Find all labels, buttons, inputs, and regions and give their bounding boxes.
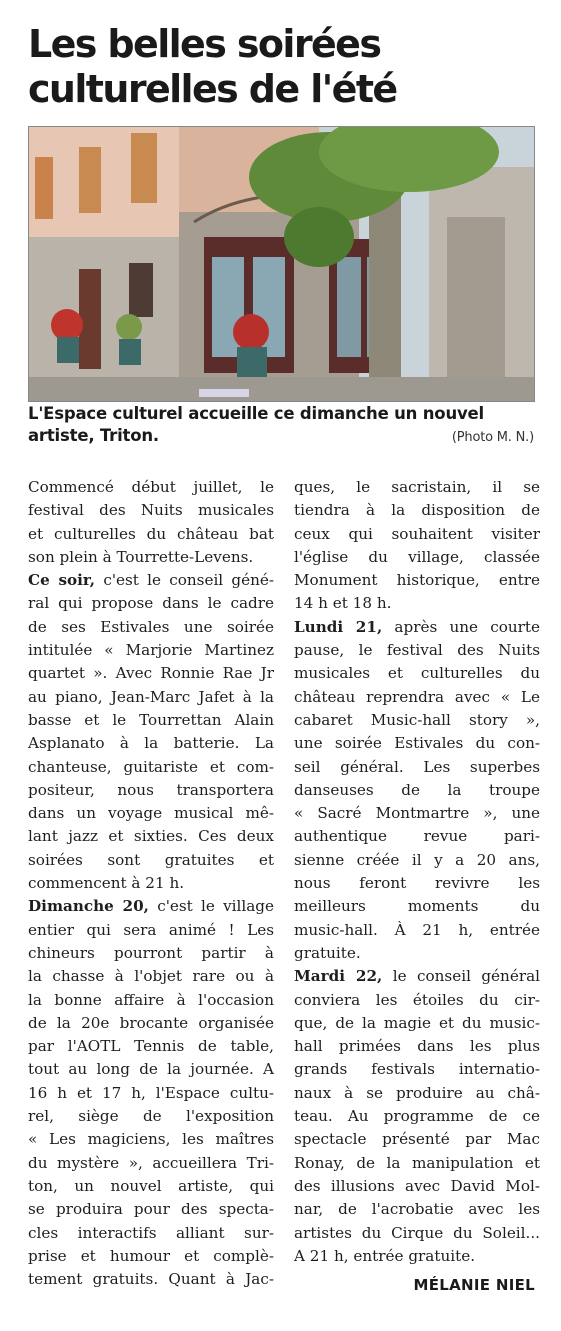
article-photo [28,126,535,402]
headline-line: culturelles de l'été [28,67,397,111]
text-line [294,965,540,988]
text-line [294,825,540,848]
line-text: nar, de l'acrobatie avec les [294,1200,540,1219]
text-line [294,1058,540,1081]
caption-text: artiste, Triton. [28,426,159,445]
caption-line [28,425,536,447]
headline-line: Les belles soirées [28,22,381,66]
text-line [294,872,540,895]
text-line [294,1175,540,1198]
line-text: Commencé début juillet, le [28,478,274,496]
text-line [294,686,540,709]
line-text: c'est le village [148,897,274,916]
line-text: de la 20e brocante organisée [28,1013,274,1032]
text-line [294,1128,540,1151]
line-text: ques, le sacristain, il se [294,478,540,496]
line-text: rel, siège de l'exposition [28,1107,274,1126]
line-text: nous feront revivre les [294,874,540,893]
text-line [294,616,540,639]
line-text: authentique revue pari- [294,827,540,846]
line-text: des illusions avec David Mol- [294,1176,540,1195]
text-line [28,802,274,825]
text-line [294,662,540,685]
line-text: commencent à 21 h. [28,874,185,893]
text-line [28,1035,274,1058]
line-text: ceux qui souhaitent visiter [294,524,540,543]
text-line [28,569,274,592]
text-line [294,779,540,802]
text-line [294,476,540,499]
text-line [294,1222,540,1245]
text-line [28,546,274,569]
line-text: seil général. Les superbes [294,757,540,776]
line-text: après une courte [382,617,540,636]
article-column-right [294,476,540,1268]
line-text: festival des Nuits musicales [28,501,274,520]
text-line [28,523,274,546]
text-line [294,942,540,965]
text-line [294,499,540,522]
line-text: et culturelles du château bat [28,524,274,543]
line-text: chineurs pourront partir à [28,943,274,962]
line-text: quartet ». Avec Ronnie Rae Jr [28,664,274,683]
text-line [294,849,540,872]
line-text: l'église du village, classée [294,547,540,566]
text-line [28,919,274,942]
line-text: meilleurs moments du [294,897,540,916]
text-line [294,802,540,825]
text-line [294,592,540,615]
byline: MÉLANIE NIEL [413,1276,535,1294]
text-line [294,639,540,662]
line-text: 14 h et 18 h. [294,594,392,613]
line-text: gratuite. [294,943,361,962]
line-text: musicales et culturelles du [294,664,540,683]
line-text: cabaret Music-hall story », [294,710,540,729]
line-text: Ronay, de la manipulation et [294,1153,540,1172]
text-line [28,639,274,662]
text-line [294,1082,540,1105]
line-text: ton, un nouvel artiste, qui [28,1176,274,1195]
text-line [28,1105,274,1128]
line-text: au piano, Jean-Marc Jafet à la [28,687,274,706]
line-text: que, de la magie et du music- [294,1013,540,1032]
line-text: ral qui propose dans le cadre [28,594,274,613]
lead-in-date: Ce soir, [28,571,96,590]
line-text: basse et le Tourrettan Alain [28,710,274,729]
text-line [28,499,274,522]
line-text: tout au long de la journée. A [28,1060,274,1079]
line-text: la bonne affaire à l'occasion [28,990,274,1009]
line-text: music-hall. À 21 h, entrée [294,920,540,939]
line-text: une soirée Estivales du con- [294,734,540,753]
line-text: se produira pour des specta- [28,1200,274,1219]
lead-in-date: Lundi 21, [294,617,383,636]
text-line [28,592,274,615]
text-line [28,476,274,499]
text-line [28,1082,274,1105]
text-line [28,872,274,895]
text-line [28,825,274,848]
line-text: lant jazz et sixties. Ces deux [28,827,274,846]
text-line [294,919,540,942]
line-text: « Sacré Montmartre », une [294,804,540,823]
text-line [294,546,540,569]
line-text: prise et humour et complè- [28,1246,274,1265]
text-line [28,686,274,709]
line-text: cles interactifs alliant sur- [28,1223,274,1242]
text-line [294,895,540,918]
line-text: grands festivals internatio- [294,1060,540,1079]
line-text: tiendra à la disposition de [294,501,540,520]
text-line [28,1012,274,1035]
line-text: danseuses de la troupe [294,780,540,799]
line-text: entier qui sera animé ! Les [28,920,274,939]
text-line [294,523,540,546]
text-line [28,1058,274,1081]
text-line [294,709,540,732]
text-line [28,732,274,755]
line-text: conviera les étoiles du cir- [294,990,540,1009]
line-text: la chasse à l'objet rare ou à [28,967,274,986]
text-line [28,756,274,779]
photo-credit: (Photo M. N.) [451,430,534,445]
text-line [294,1012,540,1035]
text-line [28,779,274,802]
line-text: Asplanato à la batterie. La [28,734,274,753]
line-text: artistes du Cirque du Soleil... [294,1223,540,1242]
text-line [294,1105,540,1128]
text-line [28,1152,274,1175]
text-line [28,616,274,639]
line-text: château reprendra avec « Le [294,687,540,706]
text-line [28,1128,274,1151]
line-text: sienne créée il y a 20 ans, [294,850,540,869]
line-text: pause, le festival des Nuits [294,641,540,660]
text-line [28,895,274,918]
text-line [294,569,540,592]
text-line [28,989,274,1012]
text-line [28,1222,274,1245]
line-text: spectacle présenté par Mac [294,1130,540,1149]
line-text: « Les magiciens, les maîtres [28,1130,274,1149]
text-line [28,1268,274,1291]
line-text: hall primées dans les plus [294,1037,540,1056]
line-text: le conseil général [382,967,540,986]
text-line [294,1245,540,1268]
line-text: c'est le conseil géné- [95,571,275,590]
text-line [28,965,274,988]
line-text: positeur, nous transportera [28,780,274,799]
line-text: teau. Au programme de ce [294,1107,540,1126]
text-line [28,849,274,872]
text-line [28,709,274,732]
caption-line: L'Espace culturel accueille ce dimanche un nouvel [28,404,484,423]
text-line [294,1035,540,1058]
article-column-left [28,476,274,1291]
line-text: dans un voyage musical mê- [28,804,274,823]
text-line [294,1198,540,1221]
line-text: intitulée « Marjorie Martinez [28,641,274,660]
headline [28,22,548,112]
text-line [294,756,540,779]
line-text: de ses Estivales une soirée [28,617,274,636]
text-line [28,1175,274,1198]
line-text: A 21 h, entrée gratuite. [294,1246,476,1265]
lead-in-date: Mardi 22, [294,967,383,986]
text-line [294,1152,540,1175]
text-line [294,732,540,755]
lead-in-date: Dimanche 20, [28,897,149,916]
text-line [294,989,540,1012]
line-text: son plein à Tourrette-Levens. [28,547,254,566]
line-text: tement gratuits. Quant à Jac- [28,1270,274,1289]
text-line [28,662,274,685]
line-text: chanteuse, guitariste et com- [28,757,274,776]
photo-caption [28,403,536,447]
line-text: du mystère », accueillera Tri- [28,1153,274,1172]
text-line [28,942,274,965]
line-text: soirées sont gratuites et [28,850,274,869]
text-line [28,1198,274,1221]
line-text: naux à se produire au châ- [294,1083,540,1102]
line-text: 16 h et 17 h, l'Espace cultu- [28,1083,274,1102]
text-line [28,1245,274,1268]
line-text: Monument historique, entre [294,571,540,590]
line-text: par l'AOTL Tennis de table, [28,1037,274,1056]
